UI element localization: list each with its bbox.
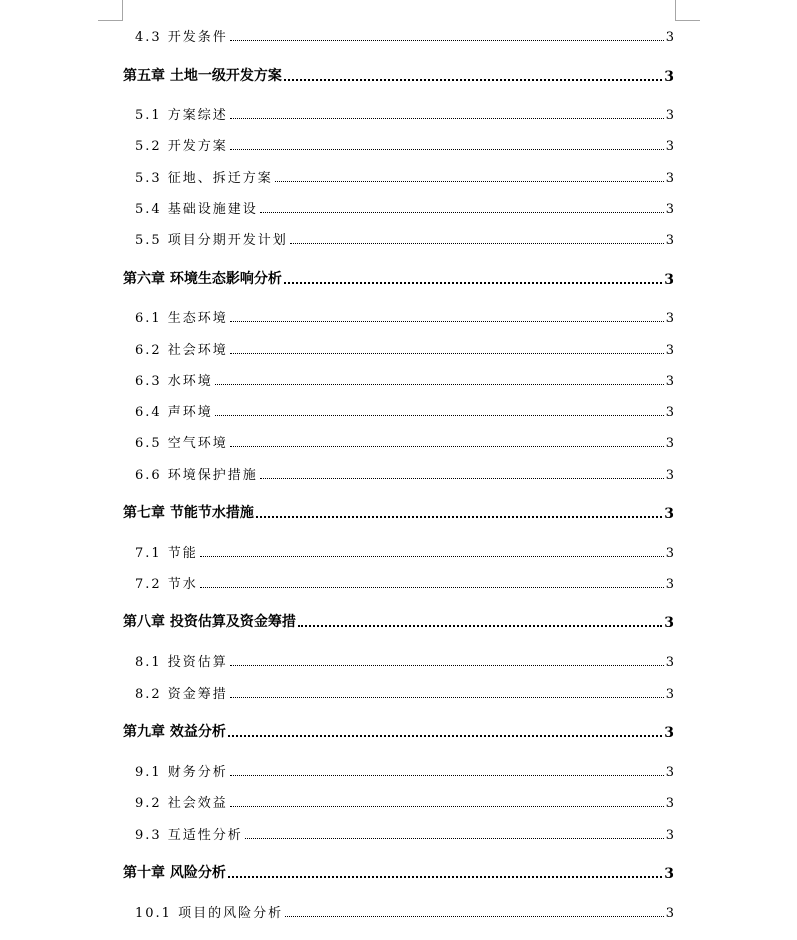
toc-entry-title: 8.2 资金筹措 bbox=[135, 687, 228, 702]
toc-dot-leader bbox=[230, 665, 664, 666]
toc-page-number: 3 bbox=[665, 436, 674, 451]
toc-chapter-entry[interactable] bbox=[123, 67, 674, 85]
toc-page-number: 3 bbox=[665, 828, 674, 843]
toc-dot-leader bbox=[230, 775, 664, 776]
toc-section-entry[interactable] bbox=[135, 371, 674, 389]
toc-page-number: 3 bbox=[665, 108, 674, 123]
toc-entry-title: 5.2 开发方案 bbox=[135, 139, 228, 154]
toc-page-number: 3 bbox=[665, 30, 674, 45]
toc-entry-title: 6.4 声环境 bbox=[135, 405, 213, 420]
toc-entry-title: 第九章 效益分析 bbox=[123, 724, 226, 740]
toc-page-number: 3 bbox=[665, 405, 674, 420]
toc-dot-leader bbox=[228, 735, 662, 737]
toc-section-entry[interactable] bbox=[135, 574, 674, 592]
toc-section-entry[interactable] bbox=[135, 433, 674, 451]
toc-dot-leader bbox=[260, 478, 664, 479]
toc-dot-leader bbox=[230, 321, 664, 322]
toc-section-entry[interactable] bbox=[135, 199, 674, 217]
toc-dot-leader bbox=[275, 181, 664, 182]
toc-page-number: 3 bbox=[665, 374, 674, 389]
toc-page-number: 3 bbox=[664, 272, 674, 288]
toc-dot-leader bbox=[290, 243, 664, 244]
toc-entry-title: 5.5 项目分期开发计划 bbox=[135, 233, 288, 248]
toc-section-entry[interactable] bbox=[135, 340, 674, 358]
toc-dot-leader bbox=[284, 282, 662, 284]
toc-chapter-entry[interactable] bbox=[123, 613, 674, 631]
toc-dot-leader bbox=[228, 876, 662, 878]
toc-entry-title: 9.1 财务分析 bbox=[135, 765, 228, 780]
toc-entry-title: 6.1 生态环境 bbox=[135, 311, 228, 326]
toc-page-number: 3 bbox=[665, 233, 674, 248]
toc-page-number: 3 bbox=[664, 69, 674, 85]
toc-dot-leader bbox=[200, 587, 664, 588]
toc-section-entry[interactable] bbox=[135, 308, 674, 326]
toc-dot-leader bbox=[200, 556, 664, 557]
toc-entry-title: 5.1 方案综述 bbox=[135, 108, 228, 123]
toc-dot-leader bbox=[245, 838, 664, 839]
toc-dot-leader bbox=[230, 446, 664, 447]
toc-dot-leader bbox=[285, 916, 664, 917]
toc-entry-title: 第七章 节能节水措施 bbox=[123, 505, 254, 521]
toc-page-number: 3 bbox=[665, 468, 674, 483]
toc-page-number: 3 bbox=[665, 343, 674, 358]
toc-section-entry[interactable] bbox=[135, 27, 674, 45]
toc-dot-leader bbox=[215, 415, 664, 416]
toc-page-number: 3 bbox=[665, 202, 674, 217]
toc-page-number: 3 bbox=[664, 506, 674, 522]
toc-page-number: 3 bbox=[665, 577, 674, 592]
page-corner-mark-top-right bbox=[675, 0, 700, 21]
toc-entry-title: 4.3 开发条件 bbox=[135, 30, 228, 45]
toc-dot-leader bbox=[284, 79, 662, 81]
toc-chapter-entry[interactable] bbox=[123, 270, 674, 288]
toc-page-number: 3 bbox=[665, 796, 674, 811]
toc-entry-title: 8.1 投资估算 bbox=[135, 655, 228, 670]
toc-dot-leader bbox=[298, 625, 662, 627]
toc-entry-title: 第十章 风险分析 bbox=[123, 865, 226, 881]
toc-page-number: 3 bbox=[665, 687, 674, 702]
toc-entry-title: 第八章 投资估算及资金筹措 bbox=[123, 614, 296, 630]
page-corner-mark-top-left bbox=[98, 0, 123, 21]
toc-entry-title: 7.2 节水 bbox=[135, 577, 198, 592]
toc-chapter-entry[interactable] bbox=[123, 504, 674, 522]
toc-section-entry[interactable] bbox=[135, 903, 674, 921]
toc-section-entry[interactable] bbox=[135, 793, 674, 811]
toc-page-number: 3 bbox=[665, 655, 674, 670]
toc-page-number: 3 bbox=[665, 311, 674, 326]
toc-entry-title: 5.3 征地、拆迁方案 bbox=[135, 171, 273, 186]
toc-dot-leader bbox=[230, 149, 664, 150]
toc-section-entry[interactable] bbox=[135, 652, 674, 670]
toc-entry-title: 5.4 基础设施建设 bbox=[135, 202, 258, 217]
toc-entry-title: 6.2 社会环境 bbox=[135, 343, 228, 358]
toc-section-entry[interactable] bbox=[135, 543, 674, 561]
toc-dot-leader bbox=[230, 40, 664, 41]
toc-entry-title: 6.6 环境保护措施 bbox=[135, 468, 258, 483]
toc-entry-title: 6.3 水环境 bbox=[135, 374, 213, 389]
toc-page-number: 3 bbox=[664, 866, 674, 882]
toc-page-number: 3 bbox=[665, 139, 674, 154]
toc-dot-leader bbox=[256, 516, 662, 518]
toc-chapter-entry[interactable] bbox=[123, 864, 674, 882]
toc-entry-title: 9.2 社会效益 bbox=[135, 796, 228, 811]
toc-section-entry[interactable] bbox=[135, 230, 674, 248]
toc-section-entry[interactable] bbox=[135, 762, 674, 780]
toc-section-entry[interactable] bbox=[135, 465, 674, 483]
toc-entry-title: 第六章 环境生态影响分析 bbox=[123, 271, 282, 287]
toc-page-number: 3 bbox=[665, 765, 674, 780]
toc-page-number: 3 bbox=[664, 725, 674, 741]
toc-page-number: 3 bbox=[665, 171, 674, 186]
toc-section-entry[interactable] bbox=[135, 136, 674, 154]
toc-chapter-entry[interactable] bbox=[123, 723, 674, 741]
toc-dot-leader bbox=[230, 697, 664, 698]
toc-page-number: 3 bbox=[665, 546, 674, 561]
toc-entry-title: 9.3 互适性分析 bbox=[135, 828, 243, 843]
toc-entry-title: 10.1 项目的风险分析 bbox=[135, 906, 284, 921]
toc-page-number: 3 bbox=[665, 906, 674, 921]
toc-section-entry[interactable] bbox=[135, 402, 674, 420]
toc-section-entry[interactable] bbox=[135, 825, 674, 843]
toc-section-entry[interactable] bbox=[135, 105, 674, 123]
toc-dot-leader bbox=[260, 212, 664, 213]
toc-dot-leader bbox=[230, 353, 664, 354]
toc-page-number: 3 bbox=[664, 615, 674, 631]
toc-dot-leader bbox=[230, 118, 664, 119]
toc-dot-leader bbox=[230, 806, 664, 807]
toc-entry-title: 7.1 节能 bbox=[135, 546, 198, 561]
toc-entry-title: 第五章 土地一级开发方案 bbox=[123, 68, 282, 84]
toc-entry-title: 6.5 空气环境 bbox=[135, 436, 228, 451]
toc-section-entry[interactable] bbox=[135, 684, 674, 702]
toc-dot-leader bbox=[215, 384, 664, 385]
toc-section-entry[interactable] bbox=[135, 168, 674, 186]
